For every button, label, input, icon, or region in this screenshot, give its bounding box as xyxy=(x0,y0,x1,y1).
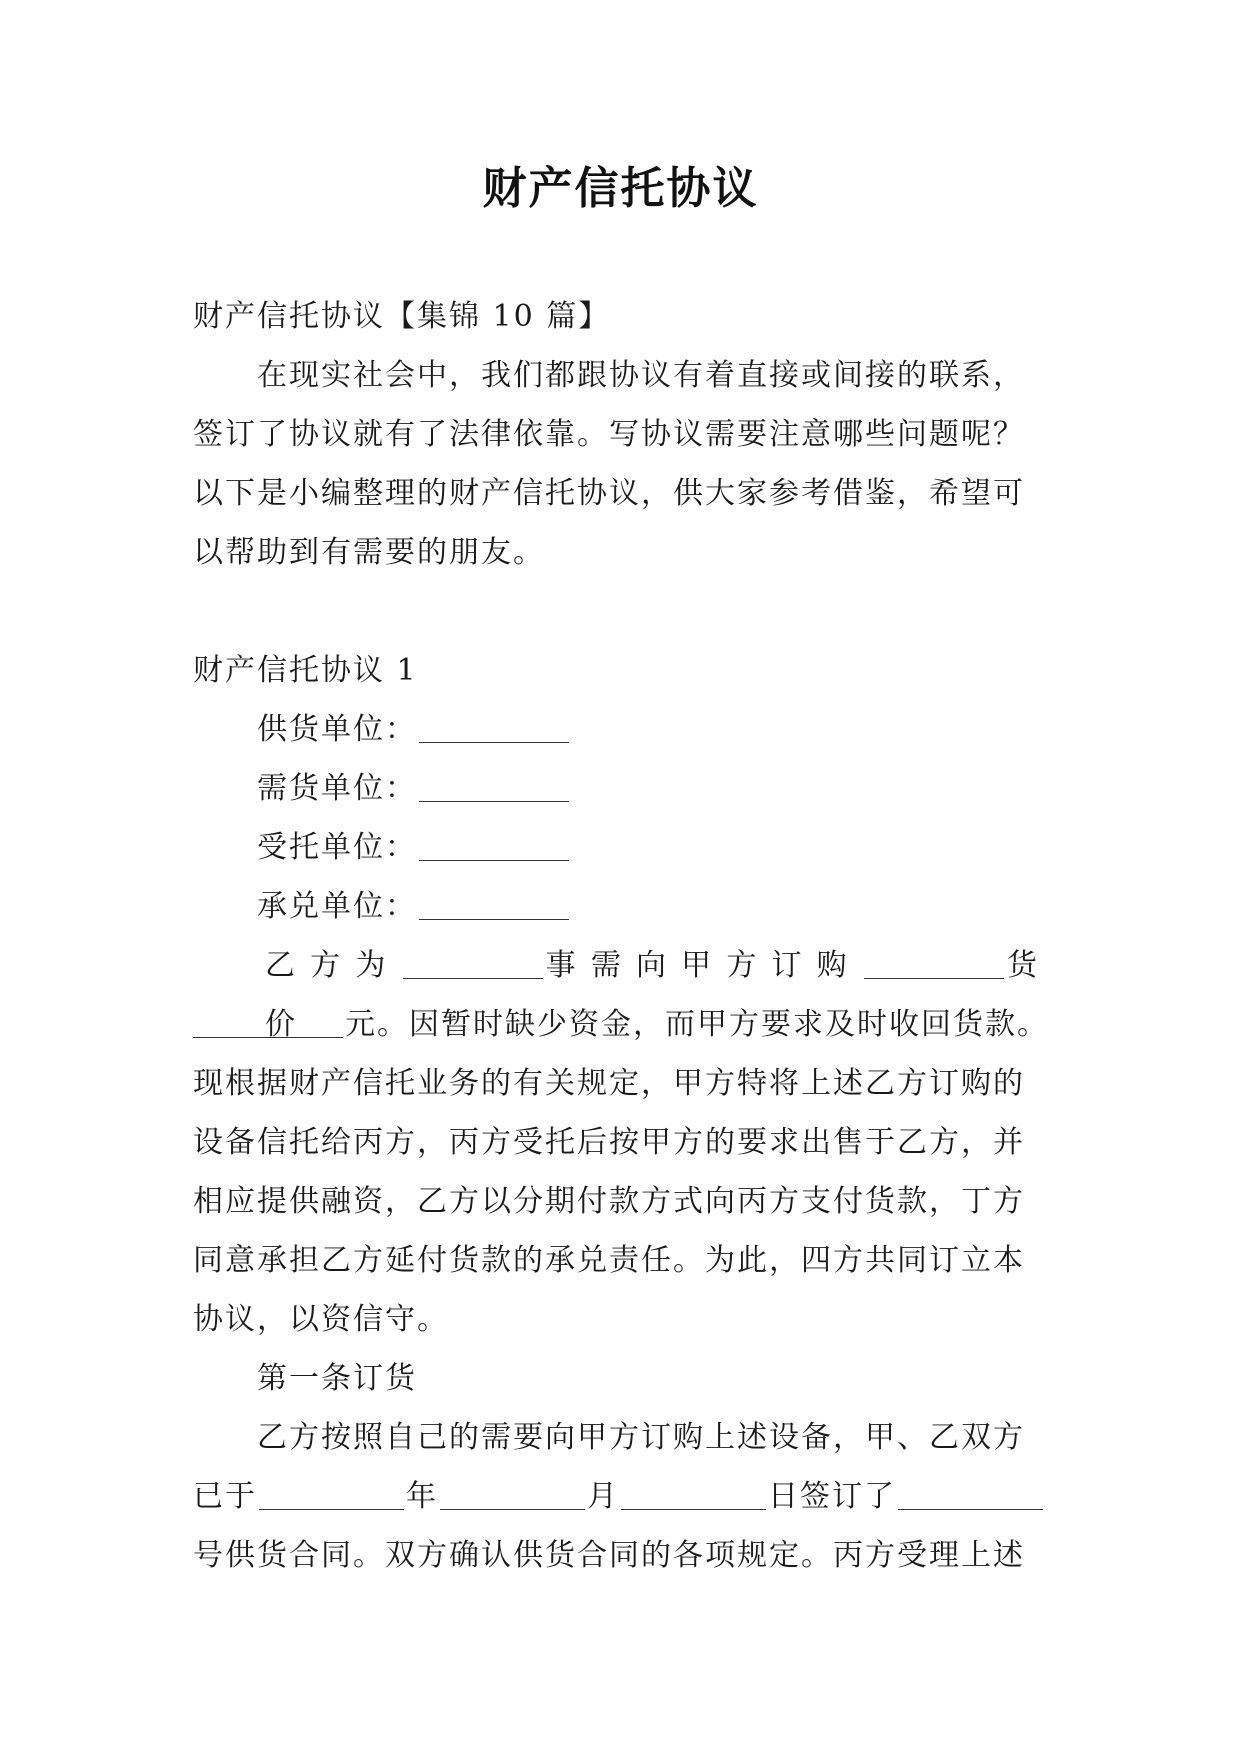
blank-field xyxy=(403,977,543,979)
document-title: 财产信托协议 xyxy=(482,163,759,214)
para1-text: 元。因暂时缺少资金，而甲方要求及时收回货款。 xyxy=(345,1007,1049,1042)
collection-heading: 财产信托协议【集锦 10 篇】 xyxy=(193,299,611,334)
blank-field xyxy=(259,1508,404,1510)
blank-field xyxy=(621,1508,766,1510)
article1-line xyxy=(193,1467,1051,1526)
intro-line: 在现实社会中，我们都跟协议有着直接或间接的联系， xyxy=(257,358,1025,393)
party-label: 承兑单位： xyxy=(257,889,417,924)
para1-line: 相应提供融资，乙方以分期付款方式向丙方支付货款，丁方 xyxy=(193,1184,1025,1219)
blank-field xyxy=(864,977,1004,979)
intro-line: 签订了协议就有了法律依靠。写协议需要注意哪些问题呢？ xyxy=(193,417,1025,452)
blank-field xyxy=(419,918,569,920)
para1-line xyxy=(193,995,1051,1054)
party-label: 需货单位： xyxy=(257,771,417,806)
party-line-buyer xyxy=(193,759,1051,818)
blank-field xyxy=(440,1508,585,1510)
para1-line: 设备信托给丙方，丙方受托后按甲方的要求出售于乙方，并 xyxy=(193,1125,1025,1160)
paragraph-gap xyxy=(193,582,1051,641)
article1-text: 月 xyxy=(587,1479,619,1514)
para1-line: 协议，以资信守。 xyxy=(193,1302,449,1337)
party-line-trustee xyxy=(193,818,1051,877)
party-label: 受托单位： xyxy=(257,830,417,865)
article1-text: 年 xyxy=(406,1479,438,1514)
intro-line: 以下是小编整理的财产信托协议，供大家参考借鉴，希望可 xyxy=(193,476,1025,511)
article-heading: 第一条订货 xyxy=(257,1361,417,1396)
blank-field xyxy=(419,800,569,802)
party-label: 供货单位： xyxy=(257,712,417,747)
document-body xyxy=(193,287,1051,1585)
blank-field xyxy=(419,741,569,743)
para1-text: 乙方为 xyxy=(265,948,401,983)
intro-line: 以帮助到有需要的朋友。 xyxy=(193,535,545,570)
para1-text: 事需向甲方订购 xyxy=(544,948,862,983)
blank-field xyxy=(419,859,569,861)
party-line-acceptor xyxy=(193,877,1051,936)
blank-field xyxy=(898,1508,1043,1510)
party-line-supplier xyxy=(193,700,1051,759)
para1-line: 现根据财产信托业务的有关规定，甲方特将上述乙方订购的 xyxy=(193,1066,1025,1101)
article1-line: 号供货合同。双方确认供货合同的各项规定。丙方受理上述 xyxy=(193,1538,1025,1573)
para1-line: 同意承担乙方延付货款的承兑责任。为此，四方共同订立本 xyxy=(193,1243,1025,1278)
blank-field xyxy=(193,1036,343,1038)
article1-text: 已于 xyxy=(193,1479,257,1514)
article1-line: 乙方按照自己的需要向甲方订购上述设备，甲、乙双方 xyxy=(257,1420,1025,1455)
article1-text: 日签订了 xyxy=(768,1479,896,1514)
section-heading: 财产信托协议 1 xyxy=(193,653,418,688)
para1-text: 货价 xyxy=(265,948,1052,1042)
